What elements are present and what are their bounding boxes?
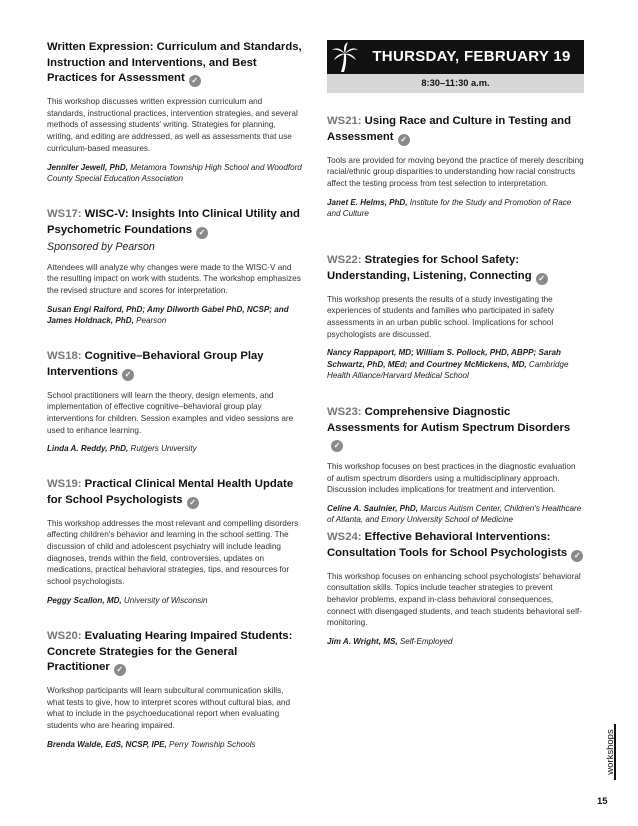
workshop-title: WS18: Cognitive–Behavioral Group Play Interventions ✓ — [47, 350, 264, 379]
workshop-ws20 — [47, 629, 302, 750]
day-header — [327, 40, 584, 74]
workshop-presenters: Celine A. Saulnier, PhD, Marcus Autism Center, Children's Healthcare of Atlanta, and Emory University School of Medicine — [327, 504, 582, 525]
workshop-presenters: Susan Engi Raiford, PhD; Amy Dilworth Gabel PhD, NCSP; and James Holdnack, PhD, Pearson — [47, 304, 289, 325]
workshop-written-expression — [47, 40, 302, 184]
ce-credit-icon: ✓ — [536, 273, 548, 285]
workshop-sponsor: Sponsored by Pearson — [47, 240, 155, 253]
workshop-title: WS19: Practical Clinical Mental Health Update for School Psychologists ✓ — [47, 478, 294, 507]
ce-credit-icon: ✓ — [114, 664, 126, 676]
ce-credit-icon: ✓ — [398, 134, 410, 146]
workshop-description: Workshop participants will learn subcultural communication skills, what tests to give, how to interpret scores without cultural bias, and what to include in the psychoeducational report when evaluating students who are hearing impaired. — [47, 686, 291, 731]
workshop-description: This workshop presents the results of a study investigating the experiences of students and families who participated in safety assessments in an urban public school. Implications for school psychologists are discussed. — [327, 294, 555, 339]
ce-credit-icon: ✓ — [187, 497, 199, 509]
workshop-title: Written Expression: Curriculum and Standards, Instruction and Interventions, and Best Practices for Assessment ✓ — [47, 41, 302, 85]
workshop-presenters: Linda A. Reddy, PhD, Rutgers University — [47, 444, 197, 454]
workshop-presenters: Jim A. Wright, MS, Self-Employed — [327, 637, 453, 647]
workshop-description: Tools are provided for moving beyond the practice of merely describing racial/ethnic group disparities to understanding how racial constructs affect the testing process from test selection to interpretation. — [327, 155, 584, 188]
workshop-presenters: Jennifer Jewell, PhD, Metamora Township High School and Woodford County Special Education Association — [47, 162, 302, 183]
right-column — [327, 40, 584, 647]
day-title: THURSDAY, FEBRUARY 19 — [372, 48, 571, 65]
workshop-title: WS23: Comprehensive Diagnostic Assessments for Autism Spectrum Disorders✓ — [327, 406, 571, 450]
ce-credit-icon: ✓ — [331, 440, 343, 452]
workshop-title: WS21: Using Race and Culture in Testing and Assessment ✓ — [327, 115, 571, 144]
workshop-ws21 — [327, 114, 584, 219]
workshop-title: WS17: WISC-V: Insights Into Clinical Utility and Psychometric Foundations ✓ — [47, 208, 300, 237]
ce-credit-icon: ✓ — [196, 227, 208, 239]
workshop-ws22 — [327, 253, 584, 381]
workshop-presenters: Nancy Rappaport, MD; William S. Pollock, PHD, ABPP; Sarah Schwartz, PhD, MEd; and Courtney McMickens, MD, Cambridge Health Alliance/Harvard Medical School — [327, 348, 569, 380]
page-number: 15 — [597, 796, 608, 807]
workshop-title: WS24: Effective Behavioral Interventions: Consultation Tools for School Psychologists ✓ — [327, 530, 584, 562]
workshop-description: School practitioners will learn the theory, design elements, and implementation of effective cognitive–behavioral group play interventions for children. Session examples and video sessions are used to enhance learning. — [47, 390, 294, 435]
workshop-description: This workshop addresses the most relevant and compelling disorders affecting children's behavior and learning in the school setting. The discussion of child and adolescent psychiatry will include leading diagnoses, trends within the field, controversies, updates on medications, practical behavioral strategies, tips, and resources for school psychologists. — [47, 518, 299, 587]
workshop-presenters: Peggy Scallon, MD, University of Wisconsin — [47, 595, 208, 605]
ce-credit-icon: ✓ — [189, 75, 201, 87]
workshop-description: This workshop discusses written expression curriculum and standards, instructional practices, intervention strategies, and several methods of assessing students' writing. Strategies for planning, writing, and editing are addressed, as well as assessments that use curriculum-based measures. — [47, 97, 298, 153]
session-time: 8:30–11:30 a.m. — [327, 74, 584, 93]
palm-tree-icon — [331, 42, 359, 72]
workshop-description: This workshop focuses on best practices in the diagnostic evaluation of autism spectrum disorders using a multidisciplinary approach. Discussion includes implications for treatment and intervention. — [327, 462, 576, 495]
workshop-ws19 — [47, 477, 302, 606]
workshop-ws23 — [327, 405, 584, 526]
workshop-presenters: Brenda Walde, EdS, NCSP, IPE, Perry Township Schools — [47, 739, 256, 749]
workshop-title: WS22: Strategies for School Safety: Understanding, Listening, Connecting ✓ — [327, 253, 584, 285]
section-side-tab — [603, 724, 617, 780]
workshop-ws17 — [47, 207, 302, 326]
ce-credit-icon: ✓ — [571, 550, 583, 562]
workshop-presenters: Janet E. Helms, PhD, Institute for the Study and Promotion of Race and Culture — [327, 197, 572, 218]
workshop-title: WS20: Evaluating Hearing Impaired Students: Concrete Strategies for the General Practitioner ✓ — [47, 630, 293, 674]
workshop-description: This workshop focuses on enhancing school psychologists' behavioral consultation skills. Topics include teacher strategies to prevent behavior problems, expand in-class behavioral consequences, connect with disengaged students, and teach students behavioral self-monitoring. — [327, 571, 582, 628]
workshop-ws18 — [47, 349, 302, 455]
workshop-ws24 — [327, 530, 584, 647]
ce-credit-icon: ✓ — [122, 369, 134, 381]
side-tab-label: workshops — [605, 729, 616, 775]
workshop-description: Attendees will analyze why changes were made to the WISC-V and the resulting impact on work with students. The workshop emphasizes the revised structure and scores for interpretation. — [47, 262, 301, 295]
